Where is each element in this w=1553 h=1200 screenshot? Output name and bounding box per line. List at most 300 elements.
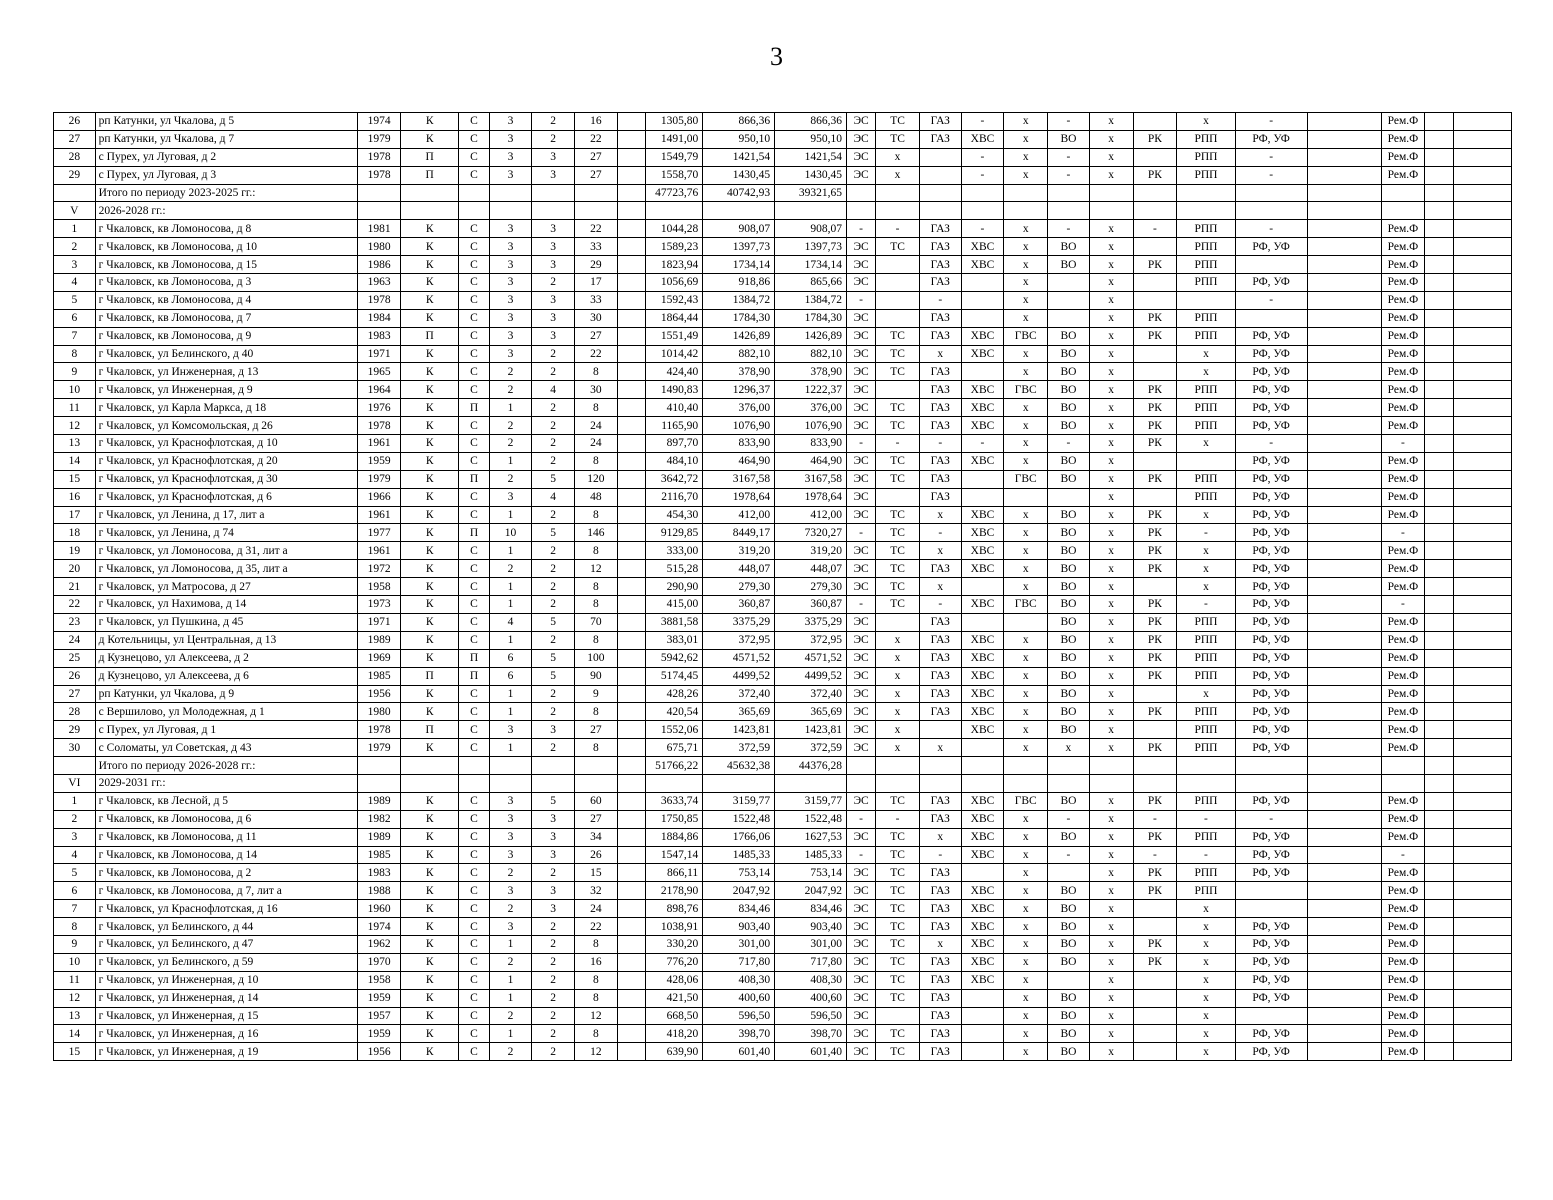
table-cell: 60 [575,792,618,810]
table-cell [1381,757,1425,775]
table-cell: 8 [575,739,618,757]
table-cell [1454,327,1512,345]
table-cell: х [1177,560,1235,578]
table-cell [919,166,961,184]
table-cell: - [961,113,1004,131]
table-cell: ХВС [961,882,1004,900]
table-cell: РФ, УФ [1235,417,1307,435]
table-cell: х [1089,417,1133,435]
table-cell: 1076,90 [703,417,775,435]
table-cell [1307,971,1381,989]
table-cell: х [1004,971,1048,989]
table-cell: 410,40 [645,399,702,417]
table-cell: 1971 [358,345,401,363]
table-cell [1307,452,1381,470]
table-cell: 2 [532,935,575,953]
table-cell: х [1048,739,1090,757]
table-cell: ТС [876,417,920,435]
table-cell: РПП [1177,613,1235,631]
table-cell: ТС [876,452,920,470]
table-cell [1307,613,1381,631]
table-cell [1425,596,1454,614]
table-cell: РПП [1177,667,1235,685]
table-cell: С [459,828,489,846]
table-cell: г Чкаловск, кв Ломоносова, д 3 [95,274,358,292]
table-cell: 2 [532,560,575,578]
table-cell: х [1089,327,1133,345]
table-cell [1235,900,1307,918]
table-cell: 2 [489,953,532,971]
table-cell [617,739,645,757]
table-cell: П [459,524,489,542]
table-cell [961,989,1004,1007]
table-cell: С [459,417,489,435]
table-cell: ХВС [961,256,1004,274]
table-cell: Итого по периоду 2023-2025 гг.: [95,184,358,202]
table-cell: ТС [876,327,920,345]
table-cell [1133,488,1177,506]
table-cell: х [1177,1025,1235,1043]
table-cell [617,649,645,667]
table-cell: С [459,345,489,363]
table-row [54,774,1512,792]
table-cell: РПП [1177,488,1235,506]
table-cell: РК [1133,560,1177,578]
table-cell: РФ, УФ [1235,274,1307,292]
table-cell [876,488,920,506]
table-cell: - [876,810,920,828]
table-cell: Рем.Ф [1381,613,1425,631]
table-cell: РФ, УФ [1235,721,1307,739]
table-cell: ЭС [847,452,876,470]
table-cell [961,202,1004,220]
table-cell: РФ, УФ [1235,918,1307,936]
table-cell: ЭС [847,685,876,703]
table-cell: х [1089,560,1133,578]
table-cell: г Чкаловск, кв Ломоносова, д 14 [95,846,358,864]
table-cell: 19 [54,542,96,560]
table-cell: 1305,80 [645,113,702,131]
table-cell: х [919,739,961,757]
table-cell: 1989 [358,828,401,846]
table-cell: 903,40 [703,918,775,936]
table-cell: 28 [54,148,96,166]
table-cell [1307,113,1381,131]
table-cell: 1961 [358,542,401,560]
table-cell: х [876,703,920,721]
table-cell: ГАЗ [919,703,961,721]
table-cell: г Чкаловск, кв Ломоносова, д 8 [95,220,358,238]
table-cell: х [876,721,920,739]
table-cell: 454,30 [645,506,702,524]
table-cell: ГВС [1004,792,1048,810]
table-cell: 5 [532,613,575,631]
table-cell: К [401,256,459,274]
table-cell [1307,506,1381,524]
table-cell: 3 [489,220,532,238]
table-cell: ЭС [847,417,876,435]
table-cell: ТС [876,792,920,810]
table-cell: 3 [489,810,532,828]
table-cell: ЭС [847,560,876,578]
table-cell: х [1089,953,1133,971]
table-cell [1307,291,1381,309]
table-cell: 866,11 [645,864,702,882]
table-cell: х [1089,613,1133,631]
table-cell: х [1089,685,1133,703]
table-cell: К [401,685,459,703]
table-cell [1425,882,1454,900]
table-cell [961,1043,1004,1061]
table-row [54,148,1512,166]
table-cell [1454,184,1512,202]
table-cell: 120 [575,470,618,488]
table-cell: РФ, УФ [1235,399,1307,417]
table-cell: ЭС [847,470,876,488]
table-cell: 1 [489,596,532,614]
table-cell [1004,488,1048,506]
table-cell: 833,90 [775,435,847,453]
table-cell: 1 [489,631,532,649]
table-cell: Рем.Ф [1381,667,1425,685]
table-cell: х [1089,542,1133,560]
table-cell: 45632,38 [703,757,775,775]
table-cell [1425,667,1454,685]
table-cell: ГВС [1004,470,1048,488]
table-cell: 2 [532,506,575,524]
table-cell: 717,80 [775,953,847,971]
table-cell: 3 [489,113,532,131]
table-cell [1454,739,1512,757]
table-cell: ГАЗ [919,864,961,882]
table-cell [1048,274,1090,292]
table-cell: 428,26 [645,685,702,703]
table-cell: 3159,77 [703,792,775,810]
table-cell [1235,1007,1307,1025]
table-cell: 2 [532,971,575,989]
table-cell: - [847,435,876,453]
table-cell: 1222,37 [775,381,847,399]
table-cell: х [1004,935,1048,953]
table-cell: РК [1133,613,1177,631]
table-cell: 8 [575,935,618,953]
table-cell: 27 [575,166,618,184]
table-cell: 17 [54,506,96,524]
table-cell: 8 [575,631,618,649]
table-cell: 3 [489,828,532,846]
table-cell: ГАЗ [919,953,961,971]
table-cell: 1423,81 [775,721,847,739]
table-cell: ТС [876,846,920,864]
table-cell [1307,399,1381,417]
table-cell [1454,864,1512,882]
table-cell: х [1089,363,1133,381]
table-cell: ТС [876,596,920,614]
table-cell [1425,470,1454,488]
table-cell: Рем.Ф [1381,238,1425,256]
table-cell: 290,90 [645,578,702,596]
table-cell: д Котельницы, ул Центральная, д 13 [95,631,358,649]
table-cell [1425,721,1454,739]
table-cell: х [1089,130,1133,148]
table-cell: 12 [575,1043,618,1061]
table-cell: 2 [532,130,575,148]
table-cell: РПП [1177,882,1235,900]
table-cell: 3 [532,721,575,739]
table-cell: РПП [1177,828,1235,846]
table-cell: г Чкаловск, ул Инженерная, д 16 [95,1025,358,1043]
table-cell: С [459,381,489,399]
table-cell [617,828,645,846]
table-cell: 47723,76 [645,184,702,202]
table-cell [1425,810,1454,828]
table-cell [1048,202,1090,220]
table-cell: 2 [532,435,575,453]
table-cell: х [1089,631,1133,649]
table-cell: х [1004,560,1048,578]
table-cell: х [919,345,961,363]
table-cell: РК [1133,381,1177,399]
table-cell: П [459,399,489,417]
table-cell: РФ, УФ [1235,864,1307,882]
table-cell: К [401,613,459,631]
table-cell: 1430,45 [775,166,847,184]
table-cell: РК [1133,417,1177,435]
table-row [54,631,1512,649]
table-cell: - [847,524,876,542]
table-cell: РФ, УФ [1235,935,1307,953]
table-cell: х [1089,435,1133,453]
table-cell: ХВС [961,828,1004,846]
table-cell [876,202,920,220]
table-cell: С [459,596,489,614]
table-cell: - [1235,810,1307,828]
table-cell: К [401,238,459,256]
table-cell [617,953,645,971]
table-row [54,989,1512,1007]
table-cell: х [1089,345,1133,363]
table-cell: ХВС [961,953,1004,971]
table-cell: 3633,74 [645,792,702,810]
table-cell: ГАЗ [919,399,961,417]
table-cell: 1979 [358,130,401,148]
table-cell: х [1089,649,1133,667]
table-cell: РФ, УФ [1235,828,1307,846]
table-cell: 753,14 [775,864,847,882]
table-cell: К [401,846,459,864]
table-cell [358,757,401,775]
table-cell [617,417,645,435]
table-cell: ГАЗ [919,1007,961,1025]
table-cell: С [459,130,489,148]
table-cell: 1044,28 [645,220,702,238]
table-cell: 3375,29 [703,613,775,631]
table-cell: Рем.Ф [1381,828,1425,846]
table-cell: РФ, УФ [1235,1025,1307,1043]
table-cell: х [1004,363,1048,381]
table-cell: 2 [532,417,575,435]
table-cell: ВО [1048,399,1090,417]
table-cell [961,291,1004,309]
table-cell [1133,685,1177,703]
table-cell: ТС [876,113,920,131]
table-cell [1089,774,1133,792]
table-cell: РФ, УФ [1235,452,1307,470]
table-cell: Рем.Ф [1381,363,1425,381]
table-cell: Рем.Ф [1381,560,1425,578]
table-cell [1425,935,1454,953]
table-cell [1454,452,1512,470]
table-cell: х [1089,596,1133,614]
table-cell: С [459,810,489,828]
table-cell [617,345,645,363]
table-cell [1307,1007,1381,1025]
table-cell: х [876,166,920,184]
table-cell [1307,774,1381,792]
table-cell: Рем.Ф [1381,721,1425,739]
table-cell: х [1089,1007,1133,1025]
table-cell: 70 [575,613,618,631]
table-cell: г Чкаловск, ул Ломоносова, д 35, лит а [95,560,358,578]
table-cell [1307,488,1381,506]
table-cell: К [401,1007,459,1025]
table-cell: 2 [489,435,532,453]
table-cell: К [401,953,459,971]
table-cell: С [459,309,489,327]
table-cell: 32 [575,882,618,900]
table-cell: 26 [54,667,96,685]
table-cell: 2 [532,685,575,703]
table-cell: 3167,58 [703,470,775,488]
table-cell: 10 [489,524,532,542]
table-cell: 3 [54,256,96,274]
table-row [54,291,1512,309]
table-cell: 484,10 [645,452,702,470]
table-cell: х [919,828,961,846]
table-cell [1307,935,1381,953]
table-cell: 7320,27 [775,524,847,542]
table-cell [401,184,459,202]
table-cell: РФ, УФ [1235,953,1307,971]
table-cell: - [847,220,876,238]
table-cell: 5 [54,864,96,882]
table-cell: 2047,92 [775,882,847,900]
table-cell: ВО [1048,238,1090,256]
table-cell: г Чкаловск, кв Ломоносова, д 7, лит а [95,882,358,900]
table-cell: ЭС [847,613,876,631]
table-cell: 1 [489,452,532,470]
table-cell: 8 [54,345,96,363]
table-cell [1133,757,1177,775]
table-cell: К [401,560,459,578]
table-cell: г Чкаловск, ул Краснофлотская, д 20 [95,452,358,470]
table-cell: РФ, УФ [1235,130,1307,148]
table-cell [617,685,645,703]
table-cell: ТС [876,238,920,256]
table-cell: К [401,291,459,309]
table-cell: 4 [54,274,96,292]
table-cell [1425,542,1454,560]
table-cell: 1982 [358,810,401,828]
table-cell: 2 [54,810,96,828]
table-cell: х [1004,703,1048,721]
table-cell [1425,435,1454,453]
table-cell: ГАЗ [919,220,961,238]
table-cell: 1551,49 [645,327,702,345]
table-row [54,345,1512,363]
table-cell: К [401,971,459,989]
table-cell: ТС [876,1043,920,1061]
table-cell: 378,90 [703,363,775,381]
table-cell: х [1089,667,1133,685]
table-cell: 2 [489,864,532,882]
table-cell: РК [1133,792,1177,810]
table-cell: х [1004,649,1048,667]
table-cell: х [1177,435,1235,453]
table-cell: рп Катунки, ул Чкалова, д 5 [95,113,358,131]
table-cell: х [919,506,961,524]
table-cell [1454,989,1512,1007]
table-cell [532,774,575,792]
table-cell [1425,989,1454,1007]
table-cell: г Чкаловск, кв Ломоносова, д 15 [95,256,358,274]
table-cell: ВО [1048,381,1090,399]
table-cell: РПП [1177,470,1235,488]
table-cell: ВО [1048,828,1090,846]
table-row [54,935,1512,953]
table-cell: 420,54 [645,703,702,721]
table-cell [1425,256,1454,274]
table-cell: 3 [532,900,575,918]
table-cell [1454,345,1512,363]
table-cell [1425,953,1454,971]
table-cell [617,578,645,596]
table-row [54,792,1512,810]
table-cell: г Чкаловск, ул Ленина, д 74 [95,524,358,542]
table-cell: ХВС [961,560,1004,578]
table-cell: С [459,971,489,989]
table-cell: РПП [1177,130,1235,148]
table-row [54,828,1512,846]
table-cell: д Кузнецово, ул Алексеева, д 2 [95,649,358,667]
table-cell: РК [1133,631,1177,649]
table-cell: 372,40 [703,685,775,703]
table-cell [847,184,876,202]
table-cell: 833,90 [703,435,775,453]
table-cell: 3 [532,166,575,184]
table-cell: 1973 [358,596,401,614]
table-cell: ХВС [961,971,1004,989]
table-cell: С [459,900,489,918]
table-cell: 1490,83 [645,381,702,399]
table-cell: 1552,06 [645,721,702,739]
table-cell: ВО [1048,649,1090,667]
table-cell [1454,166,1512,184]
table-cell: 1 [489,578,532,596]
table-cell: РФ, УФ [1235,470,1307,488]
table-cell: 2 [489,363,532,381]
table-cell: ТС [876,953,920,971]
table-cell: ГАЗ [919,613,961,631]
table-cell [1454,256,1512,274]
table-cell: ЭС [847,792,876,810]
table-cell [358,184,401,202]
table-row [54,649,1512,667]
table-cell: - [1133,810,1177,828]
table-cell: 30 [575,309,618,327]
table-cell: 1966 [358,488,401,506]
table-row [54,1007,1512,1025]
